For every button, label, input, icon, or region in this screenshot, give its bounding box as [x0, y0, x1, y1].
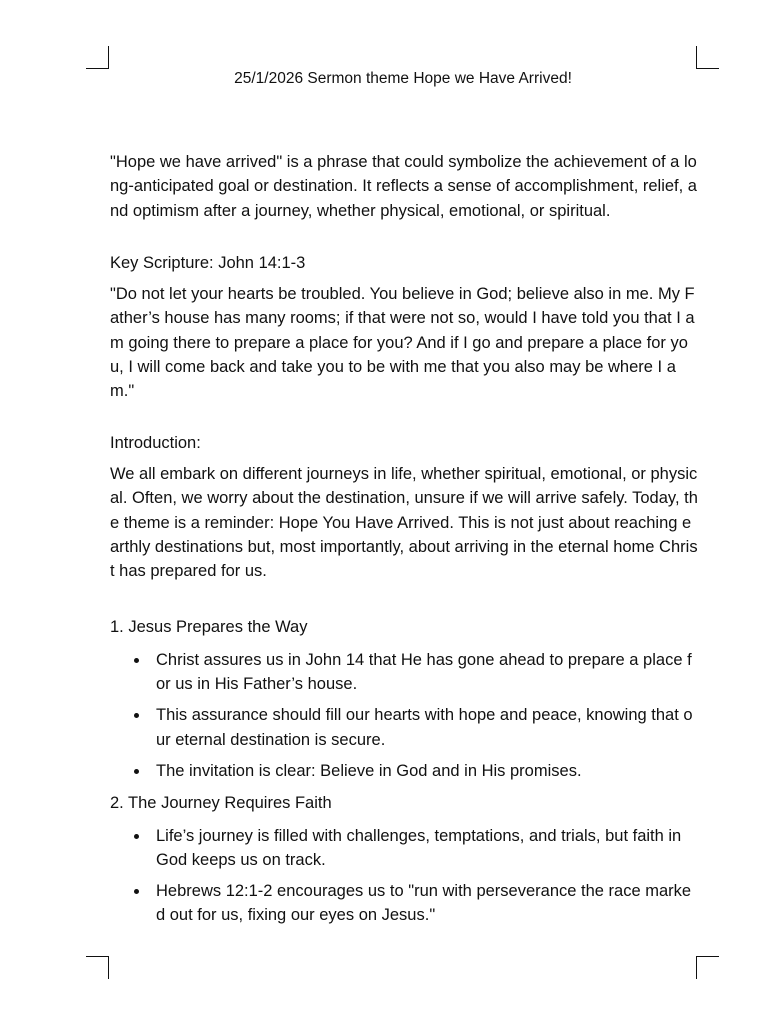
bullet-item: Hebrews 12:1-2 encourages us to "run with perseverance the race marked out for us, fixing our eyes on Jesus." — [156, 879, 698, 928]
bullet-item: This assurance should fill our hearts with hope and peace, knowing that our eternal destination is secure. — [156, 703, 698, 752]
key-scripture-label: Key Scripture: John 14:1-3 — [110, 253, 306, 272]
document-body — [110, 150, 698, 936]
bullet-item: Life’s journey is filled with challenges, temptations, and trials, but faith in God keeps us on track. — [156, 824, 698, 873]
crop-mark-bottom-right — [696, 956, 719, 979]
crop-mark-top-right — [696, 46, 719, 69]
crop-mark-top-left — [86, 46, 109, 69]
document-header: 25/1/2026 Sermon theme Hope we Have Arrived! — [234, 70, 572, 87]
introduction-text: We all embark on different journeys in life, whether spiritual, emotional, or physical. Often, we worry about the destination, unsure if we will arrive safely. Today, the theme is a reminder: Hope You Have Arrived. This is not just about reaching earthly destinations but, most importantly, about arriving in the eternal home Christ has prepared for us. — [110, 464, 698, 581]
section-title: 2. The Journey Requires Faith — [110, 794, 332, 813]
section-bullet-list — [110, 824, 698, 928]
introduction-label: Introduction: — [110, 433, 201, 452]
section-bullet-list — [110, 648, 698, 783]
scripture-quote: "Do not let your hearts be troubled. You believe in God; believe also in me. My Father’s house has many rooms; if that were not so, would I have told you that I am going there to prepare a place for you? And if I go and prepare a place for you, I will come back and take you to be with me that you also may be where I am." — [110, 285, 695, 401]
intro-paragraph: "Hope we have arrived" is a phrase that could symbolize the achievement of a long-anticipated goal or destination. It reflects a sense of accomplishment, relief, and optimism after a journey, whether physical, emotional, or spiritual. — [110, 153, 697, 220]
bullet-item: Christ assures us in John 14 that He has gone ahead to prepare a place for us in His Father’s house. — [156, 648, 698, 697]
section-title: 1. Jesus Prepares the Way — [110, 618, 308, 637]
crop-mark-bottom-left — [86, 956, 109, 979]
bullet-item: The invitation is clear: Believe in God and in His promises. — [156, 759, 698, 783]
